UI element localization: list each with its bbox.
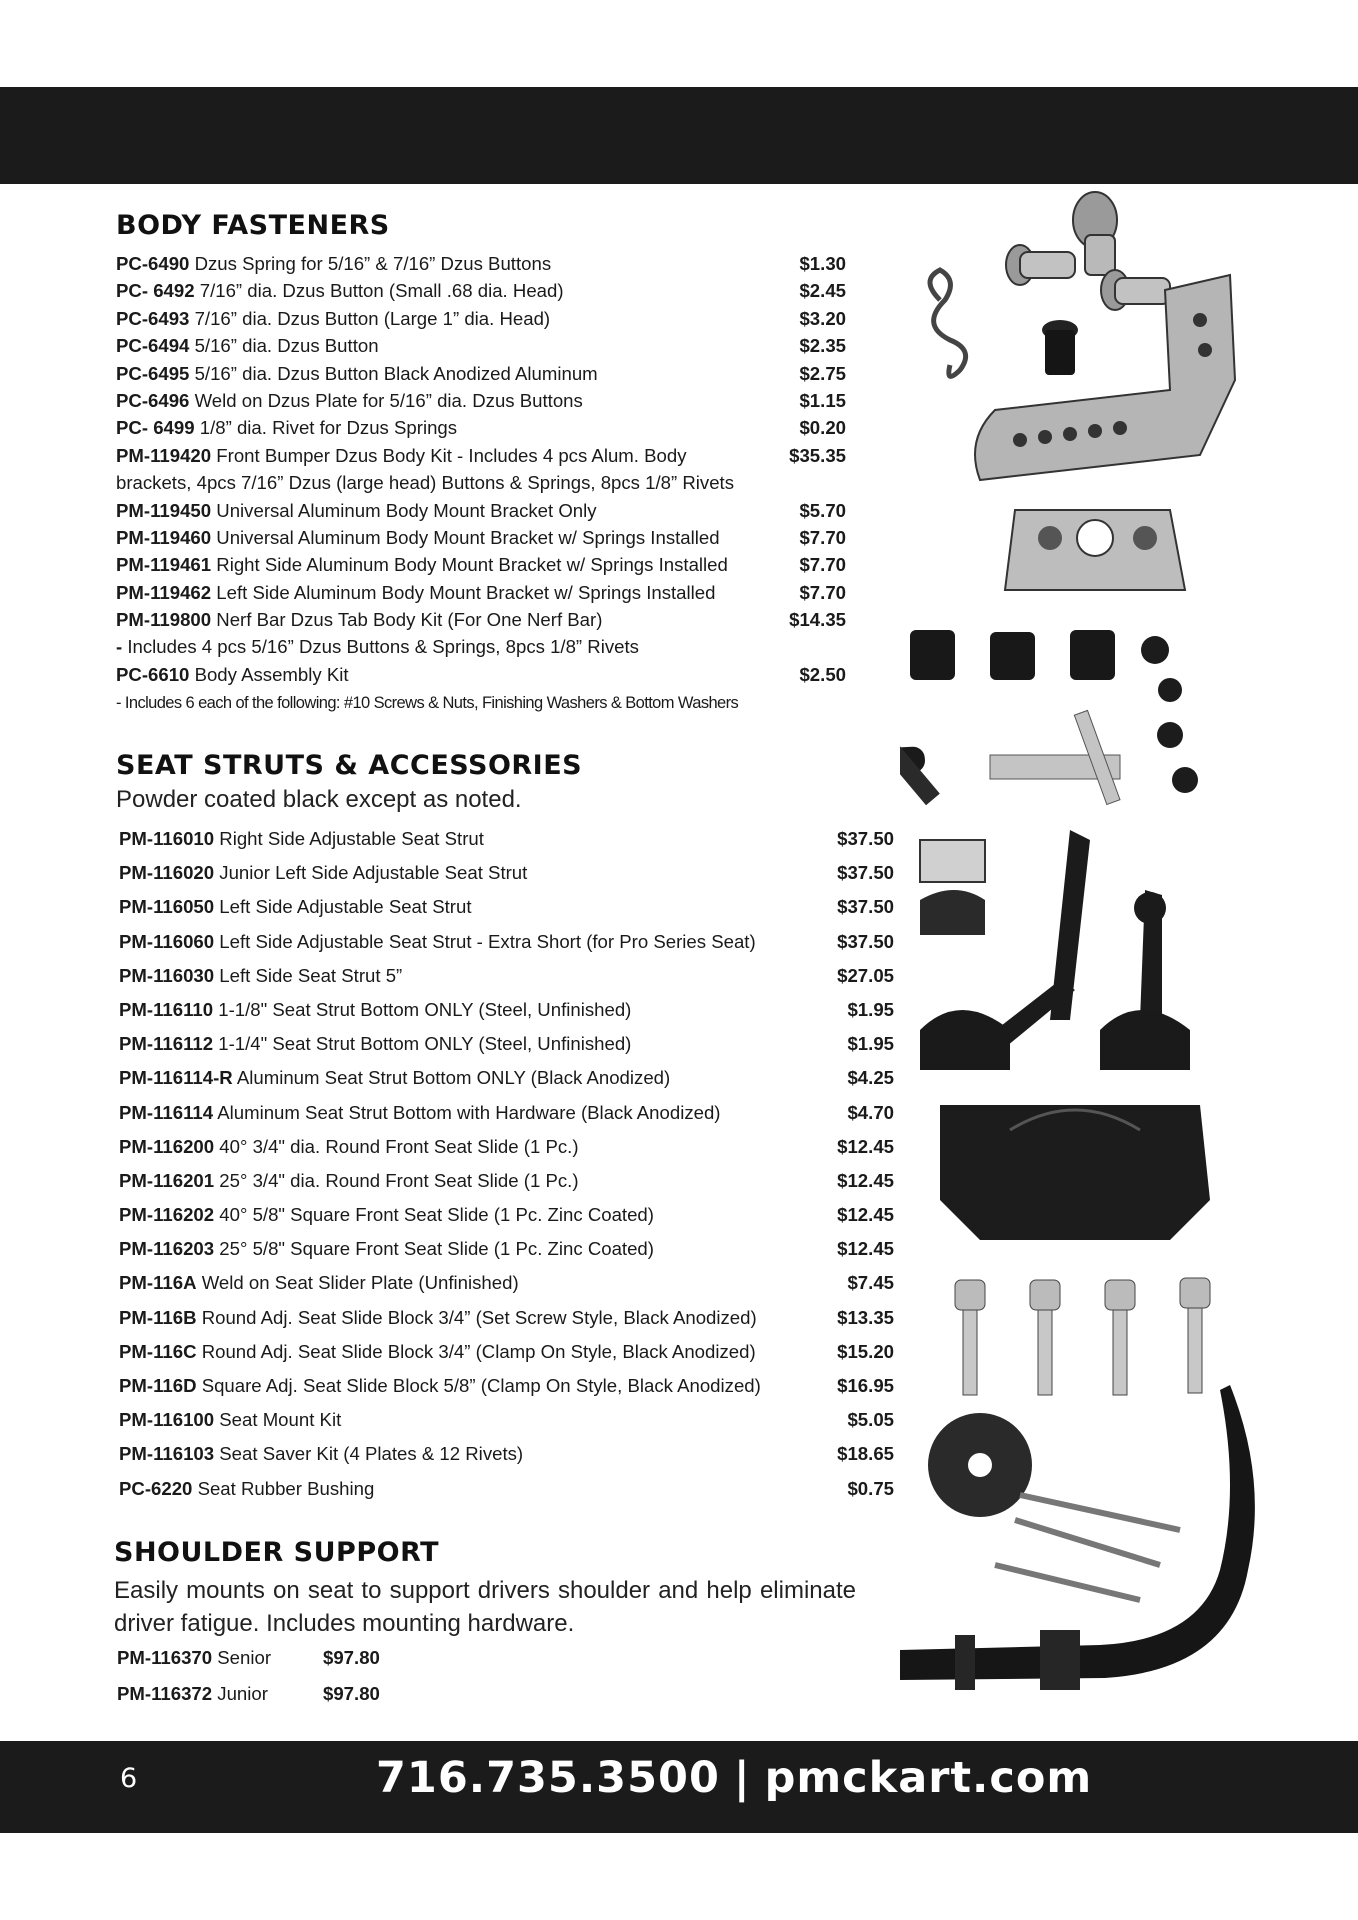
item-sku: PM-116202 <box>119 1204 215 1226</box>
item-description: 5/16” dia. Dzus Button Black Anodized Aluminum <box>194 362 598 384</box>
item-sku: PC-6490 <box>116 253 190 274</box>
item-sku: PM-119462 <box>116 581 212 603</box>
list-item <box>116 606 846 633</box>
shoulder-support-description: Easily mounts on seat to support drivers shoulder and help eliminate driver fatigue. Includes mounting hardware. <box>114 1577 856 1637</box>
item-sku: PM-116010 <box>119 828 215 849</box>
item-description: 40° 3/4" dia. Round Front Seat Slide (1 Pc.) <box>219 1135 579 1157</box>
item-description: Seat Saver Kit (4 Plates & 12 Rivets) <box>219 1443 524 1465</box>
item-sku: PM-116050 <box>119 896 215 918</box>
list-item <box>116 277 846 304</box>
item-sku: PM-116020 <box>119 862 215 884</box>
list-item <box>119 1369 894 1403</box>
item-description: 5/16” dia. Dzus Button <box>194 335 379 357</box>
seat-struts-list <box>119 822 894 1506</box>
item-price: $12.45 <box>837 1169 894 1191</box>
list-item <box>117 1640 437 1676</box>
header-bar <box>0 87 1358 184</box>
item-description: Left Side Aluminum Body Mount Bracket w/ Springs Installed <box>216 581 716 603</box>
item-price: $4.25 <box>847 1067 894 1089</box>
item-price: $2.45 <box>799 280 846 302</box>
list-item <box>116 305 846 332</box>
item-description: Body Assembly Kit <box>194 663 349 685</box>
dzus-weld-plate-image <box>1005 510 1185 590</box>
item-price: $35.35 <box>789 444 846 466</box>
item-sku: PM-116110 <box>119 998 214 1020</box>
product-illustrations <box>900 190 1330 1720</box>
item-sku: PM-116A <box>119 1272 197 1294</box>
list-item <box>116 250 846 277</box>
item-sku: PM-116100 <box>119 1409 215 1431</box>
item-price: $12.45 <box>837 1204 894 1226</box>
body-fasteners-title: BODY FASTENERS <box>116 210 390 241</box>
list-item <box>119 1198 894 1232</box>
list-item <box>119 1061 894 1095</box>
list-item <box>119 856 894 890</box>
list-item <box>119 1096 894 1130</box>
item-price: $97.80 <box>323 1683 380 1704</box>
item-description: 25° 3/4" dia. Round Front Seat Slide (1 Pc.) <box>219 1169 579 1191</box>
item-description: Left Side Seat Strut 5” <box>219 964 403 986</box>
item-description: Aluminum Seat Strut Bottom ONLY (Black Anodized) <box>236 1067 671 1089</box>
contact-separator: | <box>733 1753 751 1803</box>
front-seat-slide-images <box>900 710 1120 805</box>
contact-line <box>376 1753 1092 1803</box>
item-description: Nerf Bar Dzus Tab Body Kit (For One Nerf Bar) <box>216 609 603 631</box>
item-price: $5.05 <box>847 1409 894 1431</box>
item-description: Universal Aluminum Body Mount Bracket w/ Springs Installed <box>216 526 720 548</box>
list-item <box>116 360 846 387</box>
item-description: Seat Mount Kit <box>219 1409 342 1431</box>
item-small-note: - Includes 6 each of the following: #10 Screws & Nuts, Finishing Washers & Bottom Washers <box>116 694 739 713</box>
item-price: $2.75 <box>799 362 846 384</box>
item-description: Junior Left Side Adjustable Seat Strut <box>219 862 528 884</box>
seat-strut-images <box>920 830 1190 1070</box>
shoulder-support-list <box>117 1640 437 1712</box>
item-description: 25° 5/8" Square Front Seat Slide (1 Pc. Zinc Coated) <box>219 1238 654 1260</box>
list-item <box>119 890 894 924</box>
item-note: Includes 4 pcs 5/16” Dzus Buttons & Springs, 8pcs 1/8” Rivets <box>122 636 639 658</box>
item-sku: PM-116D <box>119 1375 197 1396</box>
list-item <box>119 1301 894 1335</box>
list-item <box>116 442 846 469</box>
item-sku: PM-116201 <box>119 1169 215 1191</box>
item-price: $1.95 <box>847 1033 894 1055</box>
item-description: Weld on Seat Slider Plate (Unfinished) <box>201 1272 519 1294</box>
item-price: $0.75 <box>847 1477 894 1499</box>
item-description: 1/8” dia. Rivet for Dzus Springs <box>199 417 458 439</box>
item-sku: PM-119420 <box>116 444 212 466</box>
item-note-dash: - <box>116 636 123 658</box>
list-item <box>119 1403 894 1437</box>
list-item <box>116 497 846 524</box>
item-sku: PM-119800 <box>116 609 212 631</box>
list-item <box>119 1335 894 1369</box>
item-sku: PM-116C <box>119 1340 197 1362</box>
item-price: $37.50 <box>837 930 894 952</box>
item-sku: PM-119460 <box>116 526 212 548</box>
item-price: $12.45 <box>837 1135 894 1157</box>
item-description: 1-1/4" Seat Strut Bottom ONLY (Steel, Unfinished) <box>218 1033 632 1055</box>
item-price: $5.70 <box>799 499 846 521</box>
item-sku: PM-116372 <box>117 1683 213 1704</box>
website-link[interactable]: pmckart.com <box>764 1753 1093 1803</box>
item-sku: PC-6220 <box>119 1477 193 1499</box>
item-sku: PM-116112 <box>119 1033 214 1055</box>
page-number: 6 <box>120 1763 138 1794</box>
item-price: $14.35 <box>789 609 846 631</box>
item-sku: PM-116030 <box>119 964 215 986</box>
item-price: $3.20 <box>799 307 846 329</box>
item-sku: PM-119450 <box>116 499 212 521</box>
item-description: Weld on Dzus Plate for 5/16” dia. Dzus Buttons <box>194 389 583 411</box>
seat-struts-title: SEAT STRUTS & ACCESSORIES <box>116 750 583 781</box>
item-description: Aluminum Seat Strut Bottom with Hardware (Black Anodized) <box>217 1101 721 1123</box>
item-price: $4.70 <box>847 1101 894 1123</box>
list-item <box>116 661 846 688</box>
item-sku: PM-119461 <box>116 554 212 576</box>
item-description: Left Side Adjustable Seat Strut - Extra Short (for Pro Series Seat) <box>219 930 756 952</box>
item-sku: PC-6493 <box>116 307 190 329</box>
list-item <box>119 1232 894 1266</box>
item-description: Round Adj. Seat Slide Block 3/4” (Clamp On Style, Black Anodized) <box>201 1340 756 1362</box>
item-sku: PM-116B <box>119 1306 197 1328</box>
item-price: $12.45 <box>837 1238 894 1260</box>
list-item <box>119 1027 894 1061</box>
item-description: Right Side Adjustable Seat Strut <box>219 828 484 849</box>
item-price: $15.20 <box>837 1340 894 1362</box>
seat-saver-kit-image <box>928 1413 1180 1600</box>
item-price: $1.15 <box>799 389 846 411</box>
list-item <box>116 524 846 551</box>
item-price: $37.50 <box>837 896 894 918</box>
list-item <box>119 959 894 993</box>
item-price: $7.70 <box>799 581 846 603</box>
item-sku: PM-116370 <box>117 1647 213 1668</box>
item-description: Universal Aluminum Body Mount Bracket Only <box>216 499 597 521</box>
item-price: $2.35 <box>799 335 846 357</box>
item-description: Seat Rubber Bushing <box>197 1477 375 1499</box>
list-item <box>119 1437 894 1471</box>
item-price: $37.50 <box>837 862 894 884</box>
item-price: $7.70 <box>799 526 846 548</box>
list-item <box>119 993 894 1027</box>
list-item <box>116 688 846 715</box>
item-sku: PM-116203 <box>119 1238 215 1260</box>
dzus-button-images <box>1006 192 1170 375</box>
item-sku: PM-116114 <box>119 1101 214 1123</box>
seat-mount-bolt-images <box>955 1278 1210 1395</box>
item-price: $1.30 <box>799 253 846 274</box>
item-price: $7.45 <box>847 1272 894 1294</box>
list-item <box>119 925 894 959</box>
list-item <box>119 1472 894 1506</box>
item-sku: PC-6496 <box>116 389 190 411</box>
item-description: Square Adj. Seat Slide Block 5/8” (Clamp On Style, Black Anodized) <box>201 1375 761 1396</box>
item-price: $7.70 <box>799 554 846 576</box>
item-description: Senior <box>217 1647 272 1668</box>
item-description: 7/16” dia. Dzus Button (Small .68 dia. Head) <box>199 280 564 302</box>
list-item <box>119 1130 894 1164</box>
item-price: $18.65 <box>837 1443 894 1465</box>
item-description: Left Side Adjustable Seat Strut <box>219 896 472 918</box>
item-price: $13.35 <box>837 1306 894 1328</box>
item-sku: PM-116200 <box>119 1135 215 1157</box>
item-sku: PM-116114-R <box>119 1067 233 1089</box>
body-mount-bracket-image <box>975 275 1235 480</box>
item-description: Dzus Spring for 5/16” & 7/16” Dzus Buttons <box>194 253 552 274</box>
item-sku: PC-6494 <box>116 335 190 357</box>
phone-number: 716.735.3500 <box>376 1753 720 1803</box>
item-sku: PM-116060 <box>119 930 215 952</box>
list-item <box>119 1266 894 1300</box>
list-item <box>116 633 846 660</box>
item-price: $27.05 <box>837 964 894 986</box>
item-sku: PM-116103 <box>119 1443 215 1465</box>
shoulder-support-title: SHOULDER SUPPORT <box>114 1537 440 1568</box>
list-item <box>116 414 846 441</box>
seat-slider-plate-image <box>940 1105 1210 1240</box>
list-item <box>119 822 894 856</box>
item-price: $97.80 <box>323 1647 380 1668</box>
seat-struts-subtitle: Powder coated black except as noted. <box>116 786 522 813</box>
item-price: $2.50 <box>799 663 846 685</box>
item-description: 40° 5/8" Square Front Seat Slide (1 Pc. Zinc Coated) <box>219 1204 654 1226</box>
item-description: 7/16” dia. Dzus Button (Large 1” dia. Head) <box>194 307 551 329</box>
list-item <box>116 469 846 496</box>
list-item <box>116 332 846 359</box>
list-item <box>116 387 846 414</box>
item-description: Front Bumper Dzus Body Kit - Includes 4 pcs Alum. Body <box>216 444 687 466</box>
item-description: Round Adj. Seat Slide Block 3/4” (Set Screw Style, Black Anodized) <box>201 1306 757 1328</box>
list-item <box>117 1676 437 1712</box>
item-sku: PC- 6499 <box>116 417 195 439</box>
item-price: $16.95 <box>837 1375 894 1396</box>
list-item <box>119 1164 894 1198</box>
item-price: $37.50 <box>837 828 894 849</box>
body-fasteners-list <box>116 250 846 716</box>
item-price: $1.95 <box>847 998 894 1020</box>
item-description: Right Side Aluminum Body Mount Bracket w/ Springs Installed <box>216 554 728 576</box>
item-sku: PC-6610 <box>116 663 190 685</box>
item-price: $0.20 <box>799 417 846 439</box>
item-note: brackets, 4pcs 7/16” Dzus (large head) Buttons & Springs, 8pcs 1/8” Rivets <box>116 472 735 494</box>
item-description: Junior <box>217 1683 268 1704</box>
dzus-spring-image <box>930 270 966 376</box>
list-item <box>116 579 846 606</box>
item-description: 1-1/8" Seat Strut Bottom ONLY (Steel, Unfinished) <box>218 998 632 1020</box>
item-sku: PC-6495 <box>116 362 190 384</box>
item-sku: PC- 6492 <box>116 280 195 302</box>
list-item <box>116 551 846 578</box>
